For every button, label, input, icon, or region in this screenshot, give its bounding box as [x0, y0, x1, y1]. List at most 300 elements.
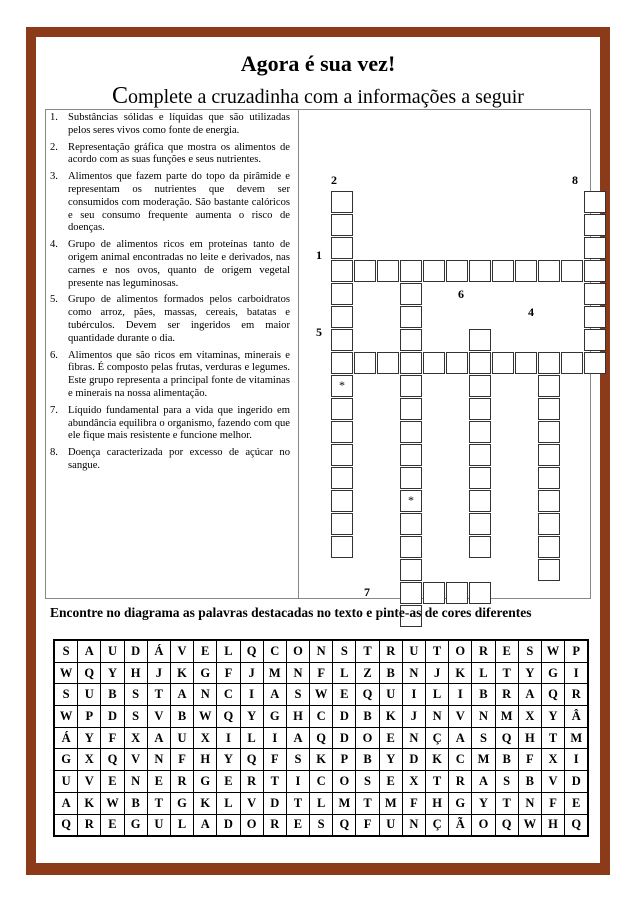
crossword-cell[interactable]: [331, 214, 353, 236]
crossword-cell[interactable]: [400, 260, 422, 282]
wordsearch-letter[interactable]: L: [310, 792, 333, 814]
wordsearch-letter[interactable]: L: [240, 727, 263, 749]
crossword-cell[interactable]: [492, 352, 514, 374]
wordsearch-letter[interactable]: K: [170, 662, 193, 684]
crossword-cell[interactable]: [584, 352, 606, 374]
wordsearch-letter[interactable]: T: [286, 792, 309, 814]
wordsearch-letter[interactable]: L: [333, 662, 356, 684]
wordsearch-letter[interactable]: E: [217, 771, 240, 793]
crossword-cell[interactable]: [469, 421, 491, 443]
crossword-cell[interactable]: [354, 260, 376, 282]
crossword-cell[interactable]: [400, 582, 422, 604]
wordsearch-letter[interactable]: F: [541, 792, 564, 814]
crossword-cell[interactable]: [400, 306, 422, 328]
wordsearch-letter[interactable]: R: [449, 771, 472, 793]
wordsearch-letter[interactable]: N: [286, 662, 309, 684]
crossword-cell[interactable]: [331, 237, 353, 259]
wordsearch-letter[interactable]: B: [124, 792, 147, 814]
wordsearch-letter[interactable]: Y: [541, 706, 564, 728]
wordsearch-letter[interactable]: L: [217, 792, 240, 814]
clue-item: 5. Grupo de alimentos formados pelos carboidratos como arroz, pães, massas, cereais, batatas e tubérculos. Devem ser ingeridos em maior quantidade durante o dia.: [50, 294, 290, 344]
wordsearch-letter[interactable]: Q: [240, 749, 263, 771]
wordsearch-letter[interactable]: K: [78, 792, 101, 814]
wordsearch-letter[interactable]: W: [194, 706, 217, 728]
crossword-cell[interactable]: [423, 260, 445, 282]
wordsearch-letter[interactable]: U: [170, 727, 193, 749]
wordsearch-letter[interactable]: N: [472, 706, 495, 728]
wordsearch-letter[interactable]: I: [263, 727, 286, 749]
wordsearch-letter[interactable]: R: [78, 814, 101, 836]
wordsearch-letter[interactable]: Q: [541, 684, 564, 706]
crossword-number-5: 5: [316, 325, 322, 339]
wordsearch-letter[interactable]: Q: [240, 640, 263, 662]
wordsearch-letter[interactable]: I: [240, 684, 263, 706]
wordsearch-letter[interactable]: M: [379, 792, 402, 814]
wordsearch-letter[interactable]: P: [333, 749, 356, 771]
wordsearch-letter[interactable]: A: [54, 792, 78, 814]
wordsearch-letter[interactable]: V: [124, 749, 147, 771]
crossword-cell[interactable]: [469, 513, 491, 535]
crossword-cell[interactable]: [584, 329, 606, 351]
wordsearch-letter[interactable]: K: [379, 706, 402, 728]
wordsearch-letter[interactable]: Y: [379, 749, 402, 771]
wordsearch-letter[interactable]: Q: [356, 684, 379, 706]
crossword-cell[interactable]: [538, 467, 560, 489]
crossword-cell[interactable]: [561, 352, 583, 374]
wordsearch-letter[interactable]: E: [194, 640, 217, 662]
wordsearch-letter[interactable]: N: [194, 684, 217, 706]
wordsearch-letter[interactable]: R: [495, 684, 518, 706]
crossword-cell[interactable]: [331, 260, 353, 282]
wordsearch-letter[interactable]: T: [356, 792, 379, 814]
wordsearch-letter[interactable]: A: [170, 684, 193, 706]
crossword-cell[interactable]: [538, 260, 560, 282]
wordsearch-letter[interactable]: O: [286, 640, 309, 662]
wordsearch-letter[interactable]: Y: [240, 706, 263, 728]
wordsearch-letter[interactable]: S: [124, 684, 147, 706]
wordsearch-letter[interactable]: Q: [495, 814, 518, 836]
wordsearch-letter[interactable]: G: [170, 792, 193, 814]
wordsearch-letter[interactable]: B: [472, 684, 495, 706]
wordsearch-letter[interactable]: N: [147, 749, 170, 771]
crossword-cell[interactable]: [400, 283, 422, 305]
wordsearch-letter[interactable]: H: [286, 706, 309, 728]
crossword-cell[interactable]: [400, 421, 422, 443]
wordsearch-letter[interactable]: L: [170, 814, 193, 836]
wordsearch-letter[interactable]: A: [449, 727, 472, 749]
wordsearch-letter[interactable]: W: [54, 706, 78, 728]
crossword-cell[interactable]: [584, 214, 606, 236]
wordsearch-letter[interactable]: O: [333, 771, 356, 793]
crossword-cell[interactable]: [400, 352, 422, 374]
crossword-number-4: 4: [528, 305, 534, 319]
crossword-cell[interactable]: [538, 513, 560, 535]
wordsearch-letter[interactable]: Ç: [426, 814, 449, 836]
wordsearch-letter[interactable]: S: [356, 771, 379, 793]
wordsearch-letter[interactable]: J: [426, 662, 449, 684]
wordsearch-letter[interactable]: Y: [217, 749, 240, 771]
wordsearch-letter[interactable]: N: [402, 814, 425, 836]
wordsearch-letter[interactable]: F: [402, 792, 425, 814]
crossword-cell[interactable]: [584, 283, 606, 305]
wordsearch-letter[interactable]: J: [402, 706, 425, 728]
wordsearch-letter[interactable]: J: [240, 662, 263, 684]
page-title: Agora é sua vez!: [240, 51, 396, 76]
wordsearch-letter[interactable]: F: [518, 749, 541, 771]
wordsearch-letter[interactable]: V: [170, 640, 193, 662]
crossword-cell[interactable]: [469, 444, 491, 466]
wordsearch-letter[interactable]: F: [356, 814, 379, 836]
wordsearch-letter[interactable]: B: [101, 684, 124, 706]
wordsearch-letter[interactable]: T: [495, 662, 518, 684]
worksheet: [36, 37, 600, 863]
wordsearch-letter[interactable]: U: [54, 771, 78, 793]
crossword-cell[interactable]: [400, 444, 422, 466]
wordsearch-letter[interactable]: W: [101, 792, 124, 814]
wordsearch-letter[interactable]: N: [402, 727, 425, 749]
crossword-cell[interactable]: [377, 260, 399, 282]
crossword-cell[interactable]: [400, 375, 422, 397]
wordsearch-letter[interactable]: K: [310, 749, 333, 771]
wordsearch-letter[interactable]: H: [518, 727, 541, 749]
crossword-cell[interactable]: [400, 536, 422, 558]
wordsearch-letter[interactable]: H: [541, 814, 564, 836]
wordsearch-letter[interactable]: F: [101, 727, 124, 749]
clue-item: 6. Alimentos que são ricos em vitaminas, minerais e fibras. É composto pelas frutas, verduras e legumes. Este grupo representa a principal fonte de vitaminas e minerais na nossa alimentação.: [50, 349, 290, 399]
wordsearch-letter[interactable]: W: [310, 684, 333, 706]
crossword-cell[interactable]: [446, 260, 468, 282]
wordsearch-letter[interactable]: S: [54, 640, 78, 662]
wordsearch-letter[interactable]: M: [472, 749, 495, 771]
clue-item: 1. Substâncias sólidas e líquidas que são utilizadas pelos seres vivos como fonte de energia.: [50, 112, 290, 136]
wordsearch-letter[interactable]: K: [426, 749, 449, 771]
wordsearch-letter[interactable]: S: [286, 684, 309, 706]
wordsearch-letter[interactable]: A: [78, 640, 101, 662]
wordsearch-letter[interactable]: B: [356, 749, 379, 771]
wordsearch-letter[interactable]: E: [147, 771, 170, 793]
crossword-cell[interactable]: [515, 352, 537, 374]
wordsearch-letter[interactable]: X: [124, 727, 147, 749]
wordsearch-letter[interactable]: S: [518, 640, 541, 662]
wordsearch-letter[interactable]: T: [426, 640, 449, 662]
wordsearch-letter[interactable]: G: [54, 749, 78, 771]
wordsearch-letter[interactable]: N: [310, 640, 333, 662]
wordsearch-letter[interactable]: Á: [147, 640, 170, 662]
wordsearch-letter[interactable]: L: [426, 684, 449, 706]
wordsearch-letter[interactable]: H: [194, 749, 217, 771]
wordsearch-letter[interactable]: M: [333, 792, 356, 814]
wordsearch-letter[interactable]: T: [495, 792, 518, 814]
crossword-cell[interactable]: [469, 536, 491, 558]
wordsearch-letter[interactable]: S: [310, 814, 333, 836]
crossword-number-7: 7: [364, 585, 370, 599]
wordsearch-letter[interactable]: L: [472, 662, 495, 684]
wordsearch-letter[interactable]: R: [472, 640, 495, 662]
wordsearch-letter[interactable]: I: [402, 684, 425, 706]
wordsearch-letter[interactable]: E: [379, 771, 402, 793]
wordsearch-letter[interactable]: I: [449, 684, 472, 706]
wordsearch-letter[interactable]: A: [147, 727, 170, 749]
page-frame: [26, 27, 610, 875]
wordsearch-letter[interactable]: R: [240, 771, 263, 793]
wordsearch-letter[interactable]: X: [194, 727, 217, 749]
wordsearch-letter[interactable]: X: [518, 706, 541, 728]
clue-item: 7. Líquido fundamental para a vida que ingerido em abundância equilibra o organismo, fazendo com que ele fique mais resistente e funcione melhor.: [50, 404, 290, 442]
wordsearch-letter[interactable]: X: [541, 749, 564, 771]
crossword-cell[interactable]: [400, 398, 422, 420]
crossword-cell[interactable]: [331, 421, 353, 443]
wordsearch-letter[interactable]: O: [356, 727, 379, 749]
wordsearch-letter[interactable]: E: [101, 771, 124, 793]
wordsearch-letter[interactable]: B: [379, 662, 402, 684]
wordsearch-letter[interactable]: P: [565, 640, 589, 662]
crossword-cell[interactable]: [538, 352, 560, 374]
crossword-cell[interactable]: [515, 260, 537, 282]
wordsearch-letter[interactable]: T: [147, 792, 170, 814]
wordsearch-letter[interactable]: G: [263, 706, 286, 728]
crossword-cell[interactable]: [423, 352, 445, 374]
wordsearch-letter[interactable]: U: [78, 684, 101, 706]
crossword-cell[interactable]: [331, 490, 353, 512]
crossword-cell[interactable]: [331, 467, 353, 489]
wordsearch-letter[interactable]: B: [518, 771, 541, 793]
wordsearch-letter[interactable]: E: [495, 640, 518, 662]
wordsearch-letter[interactable]: U: [402, 640, 425, 662]
wordsearch-letter[interactable]: U: [101, 640, 124, 662]
wordsearch-letter[interactable]: R: [263, 814, 286, 836]
wordsearch-letter[interactable]: K: [194, 792, 217, 814]
crossword-cell[interactable]: [538, 490, 560, 512]
wordsearch-letter[interactable]: E: [379, 727, 402, 749]
wordsearch-letter[interactable]: Y: [518, 662, 541, 684]
wordsearch-letter[interactable]: T: [356, 640, 379, 662]
wordsearch-letter[interactable]: Y: [101, 662, 124, 684]
wordsearch-letter[interactable]: X: [402, 771, 425, 793]
wordsearch-letter[interactable]: S: [54, 684, 78, 706]
wordsearch-letter[interactable]: G: [124, 814, 147, 836]
crossword-section: [45, 109, 591, 599]
wordsearch-letter[interactable]: Q: [101, 749, 124, 771]
wordsearch-letter[interactable]: T: [426, 771, 449, 793]
wordsearch-letter[interactable]: G: [194, 771, 217, 793]
wordsearch-letter[interactable]: D: [101, 706, 124, 728]
wordsearch-letter[interactable]: U: [379, 814, 402, 836]
wordsearch-letter[interactable]: I: [565, 749, 589, 771]
crossword-cell[interactable]: [538, 375, 560, 397]
crossword-cell[interactable]: [331, 329, 353, 351]
wordsearch-letter[interactable]: T: [541, 727, 564, 749]
wordsearch-letter[interactable]: F: [263, 749, 286, 771]
wordsearch-letter[interactable]: V: [240, 792, 263, 814]
wordsearch-letter[interactable]: R: [170, 771, 193, 793]
wordsearch-letter[interactable]: G: [449, 792, 472, 814]
wordsearch-letter[interactable]: S: [472, 727, 495, 749]
wordsearch-letter[interactable]: M: [495, 706, 518, 728]
wordsearch-letter[interactable]: F: [310, 662, 333, 684]
wordsearch-letter[interactable]: O: [449, 640, 472, 662]
wordsearch-letter[interactable]: G: [541, 662, 564, 684]
crossword-cell[interactable]: [469, 329, 491, 351]
wordsearch-letter[interactable]: Y: [472, 792, 495, 814]
wordsearch-letter[interactable]: C: [310, 771, 333, 793]
crossword-cell[interactable]: [538, 421, 560, 443]
crossword-cell[interactable]: [400, 467, 422, 489]
wordsearch-letter[interactable]: D: [217, 814, 240, 836]
crossword-cell[interactable]: [492, 260, 514, 282]
wordsearch-letter[interactable]: A: [472, 771, 495, 793]
crossword-cell[interactable]: [538, 444, 560, 466]
crossword-cell[interactable]: [400, 513, 422, 535]
wordsearch-row: [54, 771, 588, 793]
wordsearch-letter[interactable]: V: [147, 706, 170, 728]
wordsearch-letter[interactable]: Q: [495, 727, 518, 749]
crossword-cell[interactable]: [584, 191, 606, 213]
crossword-cell[interactable]: [331, 536, 353, 558]
wordsearch-letter[interactable]: A: [518, 684, 541, 706]
wordsearch-letter[interactable]: F: [170, 749, 193, 771]
wordsearch-letter[interactable]: X: [78, 749, 101, 771]
wordsearch-letter[interactable]: D: [402, 749, 425, 771]
wordsearch-letter[interactable]: C: [449, 749, 472, 771]
wordsearch-letter[interactable]: Q: [217, 706, 240, 728]
wordsearch-letter[interactable]: W: [541, 640, 564, 662]
clue-item: 4. Grupo de alimentos ricos em proteínas tanto de origem animal encontradas no leite e derivados, nas carnes e nos ovos, quanto de origem vegetal presente nas leguminosas.: [50, 239, 290, 289]
wordsearch-letter[interactable]: I: [286, 771, 309, 793]
wordsearch-letter[interactable]: V: [449, 706, 472, 728]
wordsearch-letter[interactable]: E: [565, 792, 589, 814]
wordsearch-letter[interactable]: V: [541, 771, 564, 793]
crossword-cell[interactable]: [400, 329, 422, 351]
wordsearch-letter[interactable]: S: [286, 749, 309, 771]
wordsearch-letter[interactable]: I: [565, 662, 589, 684]
wordsearch-letter[interactable]: W: [518, 814, 541, 836]
wordsearch-letter[interactable]: S: [495, 771, 518, 793]
wordsearch-letter[interactable]: A: [286, 727, 309, 749]
wordsearch-letter[interactable]: Z: [356, 662, 379, 684]
crossword-cell[interactable]: [354, 352, 376, 374]
wordsearch-letter[interactable]: N: [402, 662, 425, 684]
crossword-cell[interactable]: [469, 260, 491, 282]
wordsearch-letter[interactable]: U: [379, 684, 402, 706]
crossword-cell[interactable]: [446, 352, 468, 374]
wordsearch-letter[interactable]: W: [54, 662, 78, 684]
crossword-cell[interactable]: [423, 582, 445, 604]
wordsearch-letter[interactable]: R: [379, 640, 402, 662]
crossword-cell[interactable]: [469, 490, 491, 512]
wordsearch-letter[interactable]: O: [472, 814, 495, 836]
crossword-cell[interactable]: [584, 306, 606, 328]
wordsearch-letter[interactable]: Q: [54, 814, 78, 836]
crossword-cell[interactable]: [538, 559, 560, 581]
crossword-cell[interactable]: [331, 306, 353, 328]
wordsearch-letter[interactable]: N: [426, 706, 449, 728]
crossword-cell[interactable]: [561, 260, 583, 282]
wordsearch-letter[interactable]: J: [147, 662, 170, 684]
clue-item: 2. Representação gráfica que mostra os alimentos de acordo com as suas funções e seus nutrientes.: [50, 141, 290, 166]
wordsearch-letter[interactable]: D: [263, 792, 286, 814]
wordsearch-letter[interactable]: D: [124, 640, 147, 662]
wordsearch-letter[interactable]: R: [565, 684, 589, 706]
wordsearch-letter[interactable]: E: [286, 814, 309, 836]
wordsearch-letter[interactable]: G: [194, 662, 217, 684]
wordsearch-letter[interactable]: S: [333, 640, 356, 662]
crossword-cell[interactable]: [469, 582, 491, 604]
crossword-cell[interactable]: [584, 260, 606, 282]
wordsearch-letter[interactable]: D: [333, 706, 356, 728]
wordsearch-letter[interactable]: H: [426, 792, 449, 814]
crossword-cell[interactable]: [446, 582, 468, 604]
wordsearch-letter[interactable]: D: [565, 771, 589, 793]
wordsearch-letter[interactable]: C: [263, 640, 286, 662]
wordsearch-letter[interactable]: Q: [78, 662, 101, 684]
wordsearch-letter[interactable]: T: [263, 771, 286, 793]
crossword-cell[interactable]: [584, 237, 606, 259]
crossword-cell[interactable]: [538, 536, 560, 558]
crossword-cell[interactable]: [538, 398, 560, 420]
wordsearch-letter[interactable]: M: [263, 662, 286, 684]
wordsearch-letter[interactable]: B: [170, 706, 193, 728]
crossword-cell[interactable]: [331, 398, 353, 420]
wordsearch-letter[interactable]: V: [78, 771, 101, 793]
crossword-cell[interactable]: [469, 352, 491, 374]
wordsearch-letter[interactable]: B: [356, 706, 379, 728]
wordsearch-letter[interactable]: Q: [310, 727, 333, 749]
wordsearch-letter[interactable]: Ã: [449, 814, 472, 836]
crossword-cell[interactable]: [469, 375, 491, 397]
wordsearch-letter[interactable]: K: [449, 662, 472, 684]
wordsearch-letter[interactable]: N: [124, 771, 147, 793]
wordsearch-letter[interactable]: C: [217, 684, 240, 706]
wordsearch-title: Encontre no diagrama as palavras destacadas no texto e pinte-as de cores diferentes: [50, 605, 532, 620]
wordsearch-letter[interactable]: P: [78, 706, 101, 728]
wordsearch-letter[interactable]: N: [518, 792, 541, 814]
wordsearch-letter[interactable]: T: [147, 684, 170, 706]
crossword-cell[interactable]: [331, 283, 353, 305]
wordsearch-letter[interactable]: O: [240, 814, 263, 836]
wordsearch-letter[interactable]: U: [147, 814, 170, 836]
wordsearch-letter[interactable]: M: [565, 727, 589, 749]
wordsearch-letter[interactable]: A: [263, 684, 286, 706]
wordsearch-letter[interactable]: D: [333, 727, 356, 749]
wordsearch-letter[interactable]: Ç: [426, 727, 449, 749]
crossword-cell[interactable]: [469, 398, 491, 420]
crossword-cell[interactable]: [331, 444, 353, 466]
wordsearch-letter[interactable]: L: [217, 640, 240, 662]
wordsearch-letter[interactable]: S: [124, 706, 147, 728]
wordsearch-letter[interactable]: Á: [54, 727, 78, 749]
crossword-number-1: 1: [316, 248, 322, 262]
crossword-cell[interactable]: [400, 559, 422, 581]
crossword-cell[interactable]: [331, 513, 353, 535]
wordsearch-letter[interactable]: Â: [565, 706, 589, 728]
crossword-cell[interactable]: [377, 352, 399, 374]
wordsearch-row: [54, 684, 588, 706]
wordsearch-letter[interactable]: Q: [333, 814, 356, 836]
wordsearch-letter[interactable]: E: [333, 684, 356, 706]
crossword-cell[interactable]: [469, 467, 491, 489]
wordsearch-letter[interactable]: Q: [565, 814, 589, 836]
wordsearch-letter[interactable]: I: [217, 727, 240, 749]
crossword-cell[interactable]: [331, 352, 353, 374]
wordsearch-letter[interactable]: F: [217, 662, 240, 684]
wordsearch-letter[interactable]: E: [101, 814, 124, 836]
wordsearch-letter[interactable]: Y: [78, 727, 101, 749]
crossword-cell[interactable]: [331, 191, 353, 213]
wordsearch-letter[interactable]: C: [310, 706, 333, 728]
wordsearch-letter[interactable]: A: [194, 814, 217, 836]
wordsearch-letter[interactable]: H: [124, 662, 147, 684]
wordsearch-letter[interactable]: B: [495, 749, 518, 771]
